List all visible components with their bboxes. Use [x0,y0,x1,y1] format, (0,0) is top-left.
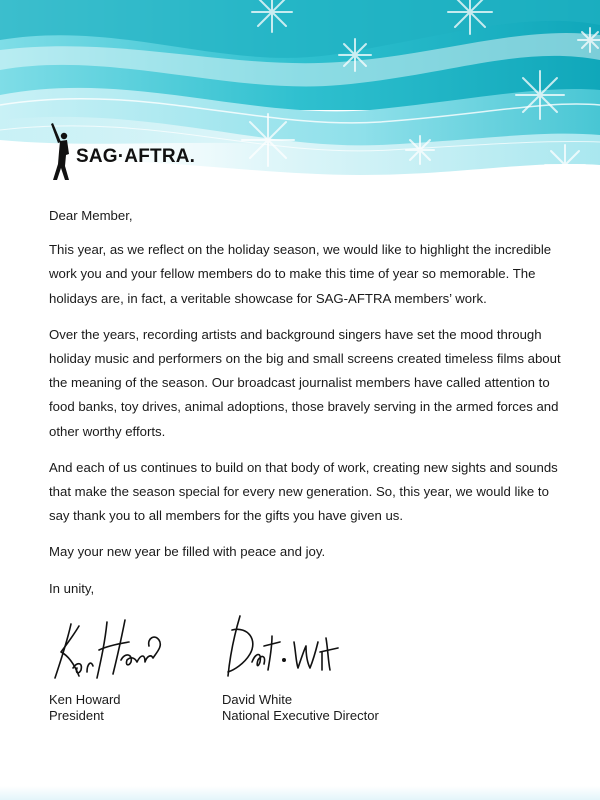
signatory-david-white [222,692,379,724]
signatory-title: National Executive Director [222,708,379,723]
logo-wordmark: SAG·AFTRA. [76,146,196,167]
snowflake-icon [516,71,564,119]
salutation: Dear Member, [49,208,133,223]
snowflake-icon [545,145,585,185]
handwritten-signature [49,612,169,687]
paragraph: And each of us continues to build on that body of work, creating new sights and sounds that make the season special for every new generation. So, this year, we would like to say thank you to all members for the gifts you have given us. [49,459,558,524]
sag-aftra-logo-icon [48,122,74,182]
signatory-title: President [49,708,104,723]
paragraph: This year, as we reflect on the holiday season, we would like to highlight the incredible work you and your fellow members do to make this time of year so memorable. The holidays are, in fact, a veritable showcase for SAG-AFTRA members’ work. [49,242,552,306]
closing: In unity, [49,580,95,596]
signatory-name: Ken Howard [49,692,121,707]
handwritten-signature [222,612,342,687]
footer-strip [0,786,600,800]
signature-ken-howard [49,612,169,687]
signatory-name: David White [222,692,293,707]
signatory-ken-howard [49,692,121,724]
signature-david-white [222,612,342,687]
snowflake-icon [242,114,294,166]
header-wave-artwork [0,0,600,215]
paragraph: Over the years, recording artists and background singers have set the mood through holiday music and performers on the big and small screens created timeless films about the meaning of the season. Our broadcast journalist members have called attention to food banks, toy drives, animal adoptions, those bravely serving in the armed forces and other worthy efforts. [49,326,561,439]
paragraph: May your new year be filled with peace and joy. [49,544,326,560]
letter-body [49,204,564,613]
sag-aftra-logo [48,122,195,182]
snowflake-icon [339,39,371,71]
snowflake-icon [406,136,434,164]
